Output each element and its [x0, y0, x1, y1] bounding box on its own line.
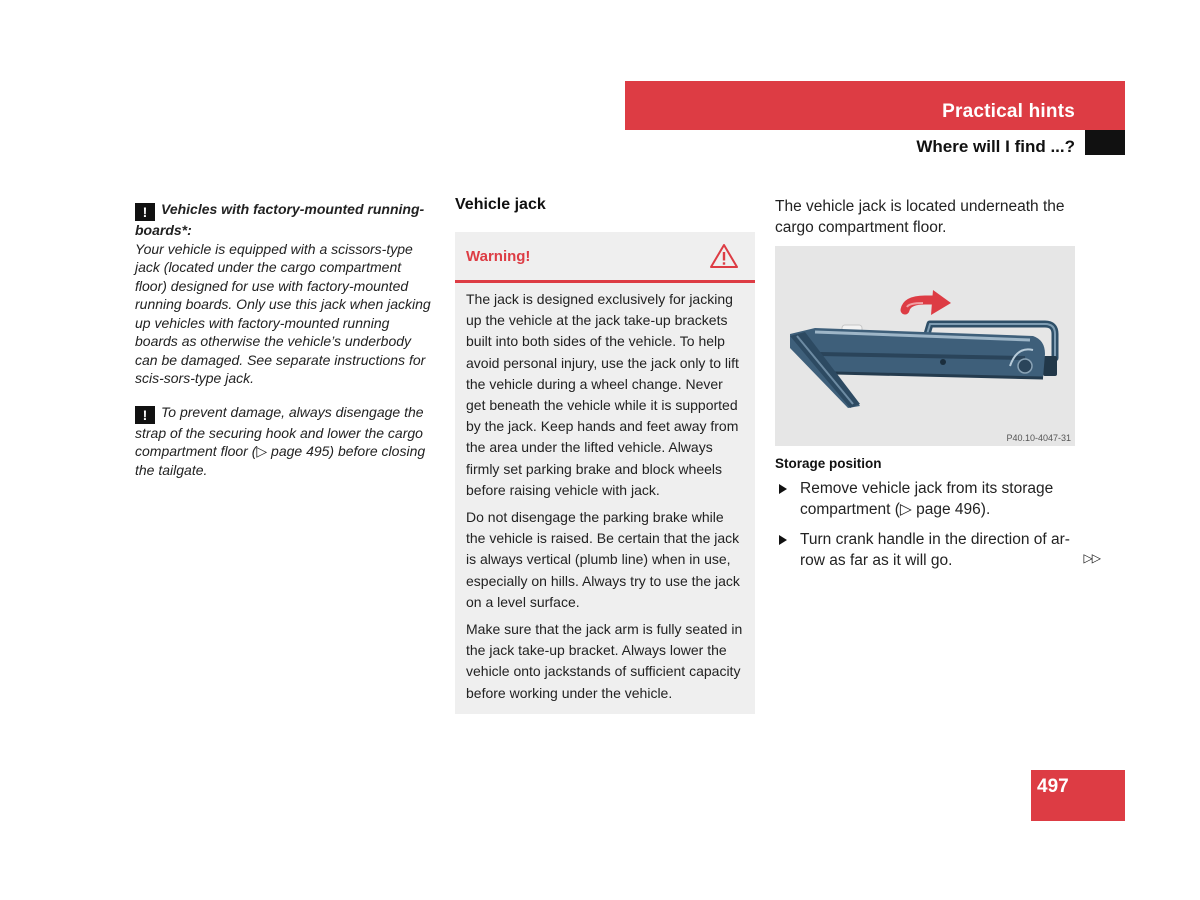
page-number: 497: [1037, 776, 1069, 797]
triangle-bullet-icon: [779, 535, 787, 545]
jack-location-intro: The vehicle jack is located underneath the cargo compartment floor.: [775, 198, 1065, 236]
vehicle-jack-column: [455, 196, 755, 714]
warning-triangle-icon: [709, 243, 739, 269]
page-number-box: [1031, 770, 1125, 821]
warning-paragraph: The jack is designed exclusively for jacking up the vehicle at the jack take-up brackets built into both sides of the vehicle. To help avoid personal injury, use the jack only to lift the vehicle during a wheel change. Never get beneath the vehicle while it is supported by the jack. Keep hands and feet away from the area under the lifted vehicle. Always firmly set parking brake and block wheels before raising vehicle with jack.: [466, 291, 739, 498]
vehicle-jack-title: Vehicle jack: [455, 196, 546, 213]
step-list: [775, 478, 1100, 571]
step-item: [775, 529, 1080, 571]
chapter-title: Practical hints: [942, 101, 1075, 122]
notes-column: [135, 200, 435, 479]
note-tailgate: [135, 403, 435, 480]
warning-paragraph: Do not disengage the parking brake while the vehicle is raised. Be certain that the jack is always vertical (plumb line) when in use, especially on hills. Always try to use the jack on a level surface.: [466, 509, 740, 610]
note-running-boards: [135, 200, 435, 388]
warning-header: [455, 232, 755, 283]
warning-body: [455, 283, 755, 714]
continued-icon: ▷▷: [1083, 551, 1100, 565]
step-text: Turn crank handle in the direction of ar-row as far as it will go.: [800, 531, 1070, 569]
exclamation-icon: !: [135, 203, 155, 221]
note-text: Your vehicle is equipped with a scissors-type jack (located under the cargo compartment floor) designed for use with factory-mounted running boards. Only use this jack when jacking up vehicles with factory-mounted running boards as otherwise the vehicle’s underbody can be damaged. See separate instructions for scis-sors-type jack.: [135, 240, 431, 386]
figure-code: P40.10-4047-31: [1006, 433, 1071, 443]
chapter-header-bar: [625, 81, 1125, 130]
step-item: [775, 478, 1080, 520]
step-text: Remove vehicle jack from its storage compartment (▷ page 496).: [800, 480, 1054, 518]
jack-storage-figure: [775, 246, 1075, 446]
warning-paragraph: Make sure that the jack arm is fully seated in the jack take-up bracket. Always lower the vehicle onto jackstands of sufficient capacity before working under the vehicle.: [466, 621, 743, 701]
section-subtitle: Where will I find ...?: [916, 137, 1075, 156]
figure-caption: Storage position: [775, 456, 882, 471]
warning-label: Warning!: [466, 248, 531, 265]
note-heading: Vehicles with factory-mounted running-boards*:: [135, 201, 425, 238]
jack-location-column: [775, 196, 1100, 571]
section-marker: [1085, 130, 1125, 155]
note-text: To prevent damage, always disengage the strap of the securing hook and lower the cargo compartment floor (▷ page 495) before closing the tailgate.: [135, 403, 426, 478]
exclamation-icon: !: [135, 406, 155, 424]
warning-box: [455, 232, 755, 714]
triangle-bullet-icon: [779, 484, 787, 494]
vehicle-jack-illustration: [775, 246, 1075, 446]
